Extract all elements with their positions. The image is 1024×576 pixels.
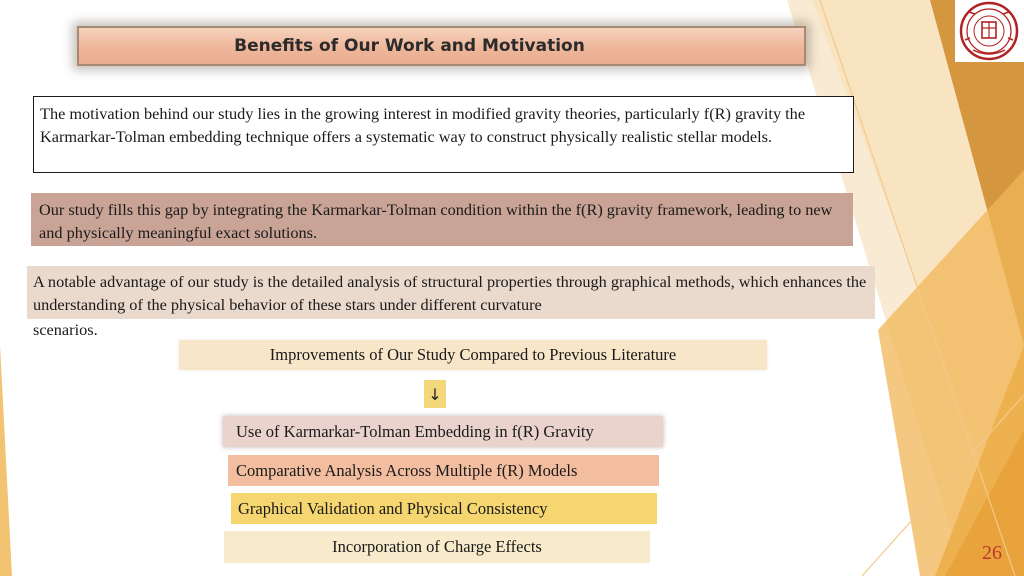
title-bar <box>77 26 806 66</box>
page-number: 26 <box>982 542 1002 564</box>
improvement-item-label: Incorporation of Charge Effects <box>332 537 542 556</box>
improvement-item-label: Comparative Analysis Across Multiple f(R) Models <box>236 460 578 480</box>
improvements-header-text: Improvements of Our Study Compared to Previous Literature <box>269 345 677 364</box>
improvement-item-embedding <box>223 416 663 447</box>
gap-text: Our study fills this gap by integrating the Karmarkar-Tolman condition within the f(R) gravity framework, leading to new and physically meaningful exact solutions. <box>39 200 833 242</box>
advantage-text-overflow: scenarios. <box>33 320 98 339</box>
improvements-header <box>179 340 767 370</box>
slide-title: Benefits of Our Work and Motivation <box>234 36 585 56</box>
left-edge-facet <box>0 345 12 576</box>
advantage-text: A notable advantage of our study is the detailed analysis of structural properties through graphical methods, which enhances the understanding of the physical behavior of these stars under different curvature <box>33 272 867 314</box>
gap-box <box>31 193 853 246</box>
improvement-item-comparative <box>228 455 659 486</box>
improvement-item-charge <box>224 531 650 563</box>
university-seal-icon <box>955 0 1024 62</box>
improvement-item-label: Use of Karmarkar-Tolman Embedding in f(R) Gravity <box>236 421 594 441</box>
down-arrow-icon: ↓ <box>424 380 446 408</box>
university-logo <box>955 0 1024 62</box>
improvement-item-graphical <box>231 493 657 524</box>
improvement-item-label: Graphical Validation and Physical Consistency <box>238 498 548 518</box>
motivation-box <box>33 96 854 173</box>
motivation-text: The motivation behind our study lies in the growing interest in modified gravity theories, particularly f(R) gravity the Karmarkar-Tolman embedding technique offers a systematic way to construct physically realistic stellar models. <box>40 104 806 146</box>
advantage-box <box>27 266 875 319</box>
